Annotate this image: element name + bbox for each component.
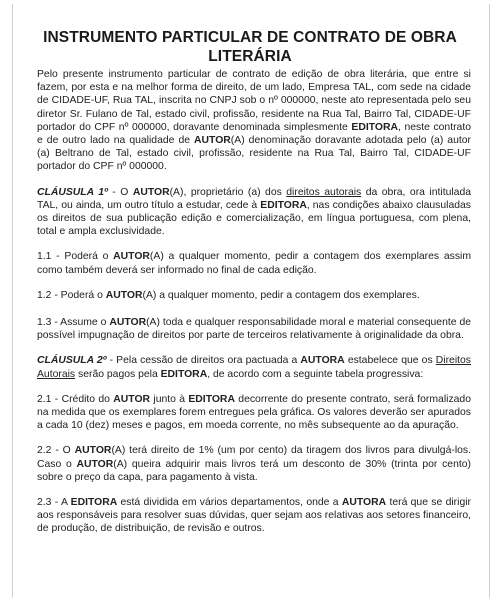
clause-2-paragraph: CLÁUSULA 2º - Pela cessão de direitos ora pactuada a AUTORA estabelece que os Direitos Autorais serão pagos pela EDITORA, de acordo com a seguinte tabela progressiva: [37, 355, 472, 380]
item-2-3-paragraph: 2.3 - A EDITORA está dividida em vários departamentos, onde a AUTORA terá que se dirigir aos responsáveis para resolver suas dúvidas, quer sejam aos relativas aos setores financeiro, de produção, de distribuição, de revisão e outros. [37, 497, 471, 535]
clause-1-paragraph: CLÁUSULA 1º - O AUTOR(A), proprietário (a) dos direitos autorais da obra, ora intitulada TAL, ou ainda, um outro título a estudar, cede à EDITORA, nas condições abaixo clausuladas os direitos de sua publicação edição e comercialização, em língua portuguesa, com plena, total e ampla exclusividade. [37, 186, 472, 238]
document-title: INSTRUMENTO PARTICULAR DE CONTRATO DE OBRA LITERÁRIA [43, 29, 457, 66]
document-body [37, 68, 471, 548]
item-1-3-paragraph: 1.3 - Assume o AUTOR(A) toda e qualquer responsabilidade moral e material consequente de possível impugnação de direitos por parte de terceiros relativamente à originalidade da obra. [37, 317, 471, 342]
clause-2-heading: CLÁUSULA 2º [37, 355, 107, 367]
clause-1-heading: CLÁUSULA 1º [37, 186, 108, 198]
item-2-1-paragraph: 2.1 - Crédito do AUTOR junto à EDITORA decorrente do presente contrato, será formalizado na medida que os exemplares forem entregues pela gráfica. Os valores deverão ser apurados a cada 10 (dez) meses e pagos, em moeda corrente, no mês subsequente ao da apuração. [37, 393, 471, 432]
item-1-2-paragraph: 1.2 - Poderá o AUTOR(A) a qualquer momento, pedir a contagem dos exemplares. [37, 289, 420, 301]
item-1-1-paragraph: 1.1 - Poderá o AUTOR(A) a qualquer momento, pedir a contagem dos exemplares assim como também deverá ser informado no final de cada edição. [37, 251, 471, 276]
preamble-paragraph: Pelo presente instrumento particular de contrato de edição de obra literária, que entre si fazem, por esta e na melhor forma de direito, de um lado, Empresa TAL, com sede na cidade de CIDADE-UF, Rua TAL, inscrita no CNPJ sob o nº 000000, neste ato representada pelo seu diretor Sr. Fulano de Tal, estado civil, profissão, residente na Rua Tal, Bairro Tal, CIDADE-UF portador do CPF nº 000000, doravante denominada simplesmente EDITORA, neste contrato e de outro lado na qualidade de AUTOR(A) denominação doravante adotada pelo (a) autor (a) Beltrano de Tal, estado civil, profissão, residente na Rua Tal, Bairro Tal, CIDADE-UF portador do CPF nº 000000. [37, 69, 471, 173]
item-2-2-paragraph: 2.2 - O AUTOR(A) terá direito de 1% (um por cento) da tiragem dos livros para divulgá-los. Caso o AUTOR(A) queira adquirir mais livros terá um desconto de 30% (trinta por cento) sobre o preço da capa, para pagamento à vista. [37, 445, 471, 483]
